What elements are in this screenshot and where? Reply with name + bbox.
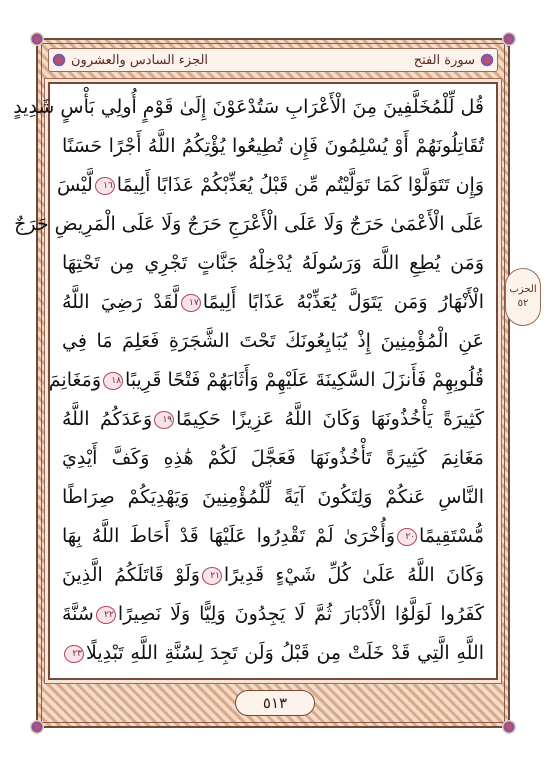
verse-line [62,443,484,473]
ayah-number-marker: ٢٢ [96,606,116,624]
verse-line [48,365,484,395]
verse-text: عَنِ الْمُؤْمِنِينَ إِذْ يُبَايِعُونَكَ تَحْتَ الشَّجَرَةِ فَعَلِمَ مَا فِي [62,330,484,352]
verse-text: الْأَنْهَارُ وَمَن يَتَوَلَّ يُعَذِّبْهُ عَذَابًا أَلِيمًا [202,291,484,313]
verse-text: عَلَى الْأَعْمَىٰ حَرَجٌ وَلَا عَلَى الْأَعْرَجِ حَرَجٌ وَلَا عَلَى الْمَرِيضِ حَرَجٌ [14,213,484,235]
verse-text: مَغَانِمَ كَثِيرَةً تَأْخُذُونَهَا فَعَجَّلَ لَكُمْ هَٰذِهِ وَكَفَّ أَيْدِيَ [62,447,484,469]
verse-line [62,131,484,161]
corner-rosette-icon [502,720,516,734]
verse-text: اللَّهِ الَّتِي قَدْ خَلَتْ مِن قَبْلُ وَلَن تَجِدَ لِسُنَّةِ اللَّهِ تَبْدِيلًا [86,642,484,664]
ayah-number-marker: ٢٣ [64,645,84,663]
rosette-icon [479,52,495,68]
verse-text: وَأُخْرَىٰ لَمْ تَقْدِرُوا عَلَيْهَا قَدْ أَحَاطَ اللَّهُ بِهَا [62,525,396,547]
verse-text: وَإِن تَتَوَلَّوْا كَمَا تَوَلَّيْتُم مِّن قَبْلُ يُعَذِّبْكُمْ عَذَابًا أَلِيمًا [116,174,484,196]
rosette-icon [51,52,67,68]
verse-line [62,599,484,629]
verse-line [62,560,484,590]
juz-title: الجزء السادس والعشرون [71,52,209,68]
verse-line [57,170,484,200]
verse-text: سُنَّةَ [62,603,94,625]
verse-text: قُلُوبِهِمْ فَأَنزَلَ السَّكِينَةَ عَلَيْهِمْ وَأَثَابَهُمْ فَتْحًا قَرِيبًا [125,369,484,391]
verse-line [62,404,484,434]
page-number: ٥١٣ [235,690,315,716]
hizb-marker [505,268,541,326]
verse-line [62,482,484,512]
verse-line [62,326,484,356]
verse-text: قُل لِّلْمُخَلَّفِينَ مِنَ الْأَعْرَابِ سَتُدْعَوْنَ إِلَىٰ قَوْمٍ أُولِي بَأْسٍ شَدِيدٍ [13,96,484,118]
corner-rosette-icon [502,32,516,46]
verse-text: وَعَدَكُمُ اللَّهُ [62,408,153,430]
corner-rosette-icon [30,720,44,734]
verse-text: النَّاسِ عَنكُمْ وَلِتَكُونَ آيَةً لِّلْمُؤْمِنِينَ وَيَهْدِيَكُمْ صِرَاطًا [62,486,484,508]
ayah-number-marker: ١٦ [95,177,115,195]
ayah-number-marker: ١٨ [103,372,123,390]
page-header [48,48,498,72]
verse-text: مُّسْتَقِيمًا [419,525,484,547]
ayah-number-marker: ٢١ [202,567,222,585]
verse-text: كَفَرُوا لَوَلَّوُا الْأَدْبَارَ ثُمَّ لَا يَجِدُونَ وَلِيًّا وَلَا نَصِيرًا [117,603,484,625]
verse-line [13,92,484,122]
verse-line [62,287,484,317]
verse-line [62,521,484,551]
verse-text: لَّقَدْ رَضِيَ اللَّهُ [62,291,179,313]
verse-line [62,248,484,278]
verse-text: تُقَاتِلُونَهُمْ أَوْ يُسْلِمُونَ فَإِن تُطِيعُوا يُؤْتِكُمُ اللَّهُ أَجْرًا حَسَنًا [62,135,484,157]
verse-text: وَمَن يُطِعِ اللَّهَ وَرَسُولَهُ يُدْخِلْهُ جَنَّاتٍ تَجْرِي مِن تَحْتِهَا [62,252,484,274]
ayah-number-marker: ١٩ [154,411,174,429]
verse-line [14,209,484,239]
ayah-number-marker: ٢٠ [397,528,417,546]
ayah-number-marker: ١٧ [181,294,201,312]
hizb-label: الحزب [509,284,537,295]
verse-text-block [13,88,484,674]
surah-title: سورة الفتح [413,52,475,68]
hizb-number: ٥٢ [517,298,529,309]
verse-text: لَّيْسَ [57,174,93,196]
verse-text: كَثِيرَةً يَأْخُذُونَهَا وَكَانَ اللَّهُ عَزِيزًا حَكِيمًا [176,408,484,430]
corner-rosette-icon [30,32,44,46]
verse-text: وَلَوْ قَاتَلَكُمُ الَّذِينَ [62,564,200,586]
verse-text: وَمَغَانِمَ [48,369,102,391]
verse-line [62,638,484,668]
verse-text: وَكَانَ اللَّهُ عَلَىٰ كُلِّ شَيْءٍ قَدِيرًا [223,564,484,586]
